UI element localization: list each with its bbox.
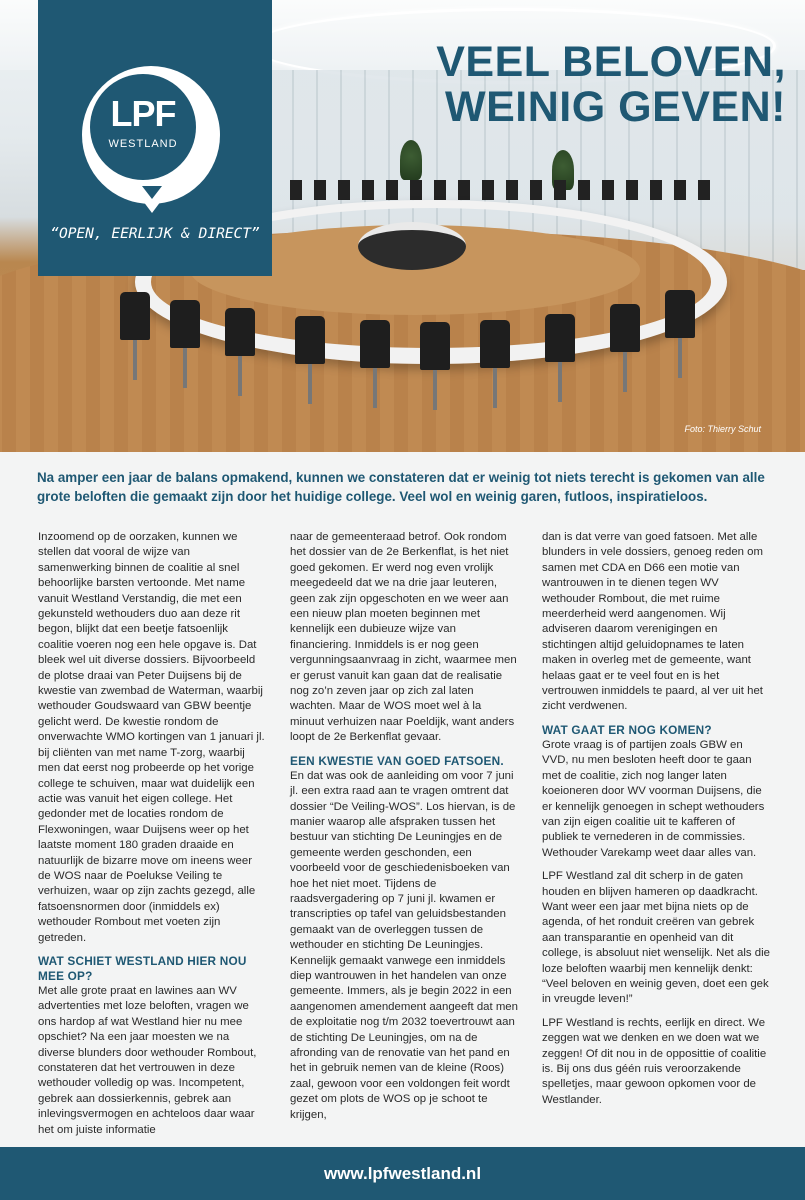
article-paragraph: Met alle grote praat en lawines aan WV advertenties met loze beloften, vragen we ons hardop af wat Westland hier nu mee opschiet? Na een jaar moesten we na diverse blunders door wethouder Rombout, constateren dat het vertrouwen in deze wethouder volledig op was. Incompetent, gebrek aan dossierkennis, gebrek aan inlevingsvermogen en achteloos daar waar het om juiste informatie — [38, 984, 257, 1136]
logo-brand: LPF — [110, 93, 176, 134]
photo-credit: Foto: Thierry Schut — [684, 424, 761, 434]
article-paragraph: LPF Westland zal dit scherp in de gaten houden en blijven hameren op daadkracht. Want weer een jaar met bijna niets op de agenda, of het ronduit creëren van gebrek aan transparantie en openheid van dit college, is absoluut niet wenselijk. Net als die loze beloften waarbij men kennelijk denkt: “Veel beloven en weinig geven, doet een gek in vreugde leven!” — [542, 870, 770, 1006]
article-subheading: WAT SCHIET WESTLAND HIER NOU MEE OP? — [38, 953, 247, 983]
photo-chairs — [120, 300, 720, 410]
article-paragraph: naar de gemeenteraad betrof. Ook rondom het dossier van de 2e Berkenflat, is het niet goed gekomen. Er werd nog even vrolijk meegedeeld dat we na drie jaar leuteren, geen zak zijn opgeschoten en we weer aan een nieuw plan moeten beginnen met kennelijk een dubieuze wijze van financiering. Inmiddels is er nog geen vergunningsaanvraag in zicht, waarmee men er gerust vanuit kan gaan dat de realisatie nog zo’n zeven jaar op zich zal laten wachten. Maar de WOS moet wel à la minuut verhuizen naar Poeldijk, want anders loopt de 2e Berkenflat gevaar. — [290, 531, 517, 744]
photo-back-chairs — [290, 180, 710, 200]
logo-pin-inner-tip — [142, 186, 162, 199]
article-paragraph: LPF Westland is rechts, eerlijk en direct. We zeggen wat we denken en we doen wat we zeggen! Of dit nou in de opposittie of coalitie is. Bij ons dus géén ruis veroorzakende spelletjes, maar gewoon opkomen voor de Westlander. — [542, 1016, 767, 1106]
article-paragraph: Grote vraag is of partijen zoals GBW en VVD, nu men besloten heeft door te gaan met de coalitie, zich nog langer laten koeioneren door WV voorman Duijsens, die er kennelijk genoegen in schept wethouders van zijn eigen coalitie uit te kafferen of publiek te vernederen in de commissies. Wethouder Varekamp weet daar alles van. — [542, 738, 765, 859]
article-paragraph: dan is dat verre van goed fatsoen. Met alle blunders in vele dossiers, genoeg reden om samen met CDA en D66 een motie van wantrouwen in te dienen tegen WV wethouder Rombout, die met ruime meerderheid werd aangenomen. Wij adviseren daarom verenigingen en stichtingen altijd geluidopnames te laten maken in overleg met de gemeente, want helaas gaat er te veel fout en is het vertrouwen inmiddels te paard, al ver uit het zicht verdwenen. — [542, 531, 763, 713]
photo-plant — [400, 140, 422, 180]
logo-box — [38, 0, 272, 276]
headline-line-1: VEEL BELOVEN, — [436, 38, 786, 86]
logo-region: WESTLAND — [108, 138, 178, 150]
footer-website-link[interactable]: www.lpfwestland.nl — [323, 1164, 482, 1183]
article-subheading: EEN KWESTIE VAN GOED FATSOEN. — [290, 753, 504, 768]
article-paragraph: Inzoomend op de oorzaken, kunnen we stellen dat vooral de wijze van samenwerking binnen de coalitie al snel behoorlijke barsten vertoonde. Met name vanuit Westland Verstandig, die met een gekunsteld wethouders duo aan deze rit begon, blijkt dat een beetje fatsoenlijk coalitie voeren nog een hele opgave is. Dat bleek wel uit diverse dossiers. Bijvoorbeeld de plotse draai van Peter Duijsens bij de kwestie van zwembad de Waterman, waarbij wethouder Goudswaard van GBW beentje gelicht werd. De kwestie rondom de onverwachte WMO kortingen van 1 januari jl. bij cliënten van met name T-zorg, waarbij men dat eerst nog probeerde op het vorige college te schuiven, maar wat duidelijk een actie was vanuit het eigen college. Het gedonder met de locaties rondom de Flexwoningen, waar Duijsens weer op het laatste moment 180 graden draaide en natuurlijk de bizarre move om ineens weer de WOS naar de Poelukse Veiling te verhuizen, waar op zijn zachts gezegd, alle fatsoensnormen door (inmiddels ex) wethouder Rombout met voeten zijn getreden. — [38, 531, 265, 944]
article-column-2 — [290, 530, 518, 1131]
logo-slogan: “OPEN, EERLIJK & DIRECT” — [50, 226, 260, 242]
article-column-3 — [542, 530, 770, 1116]
footer-bar — [0, 1147, 805, 1200]
headline — [316, 40, 786, 130]
headline-line-2: WEINIG GEVEN! — [445, 83, 786, 131]
article-paragraph: En dat was ook de aanleiding om voor 7 juni jl. een extra raad aan te vragen omtrent dat dossier “De Veiling-WOS”. Los hiervan, is de manier waarop alle afspraken tussen het bestuur van stichting De Leuningjes en de gemeente werden geschonden, een voorbeeld voor de geschiedenisboeken van hoe het niet moet. Tijdens de raadsvergadering op 7 juni jl. kwamen er transcripties op tafel van geluidsbestanden gemaakt van de overleggen tussen de wethouder en stichting De Leuningjes. Kennelijk gemaakt vanwege een inmiddels diep wantrouwen in het handelen van onze gemeente. Immers, als je begin 2022 in een aangenomen amendement aangeeft dat men de exploitatie nog t/m 2032 toevertrouwt aan de stichting De Leuningjes, om na de afronding van de renovatie van het pand en het in gebruik nemen van de kleine (Roos) zaal, gewoon voor een voldongen feit wordt gezet om plots de WOS op je schoot te krijgen, — [290, 769, 518, 1121]
article-subheading: WAT GAAT ER NOG KOMEN? — [542, 722, 712, 737]
photo-center-table — [358, 222, 466, 270]
intro-paragraph: Na amper een jaar de balans opmakend, kunnen we constateren dat er weinig tot niets terecht is gekomen van alle grote beloften die gemaakt zijn door het huidige college. Veel wol en weinig garen, futloos, inspiratieloos. — [37, 470, 765, 504]
article-column-1 — [38, 530, 266, 1146]
